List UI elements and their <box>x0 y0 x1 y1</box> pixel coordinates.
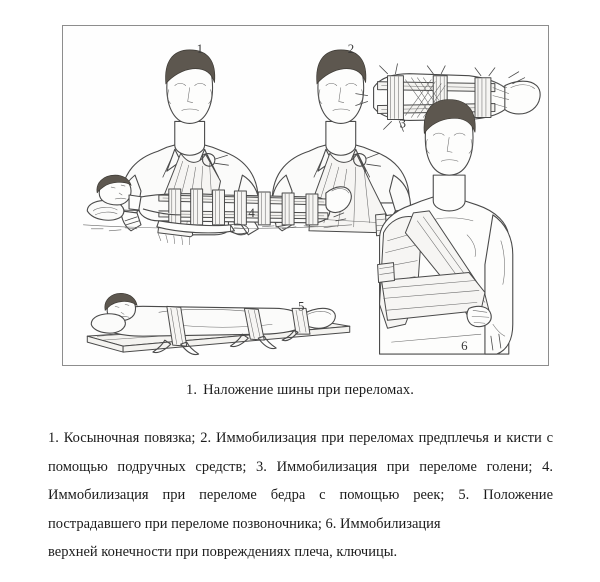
panel-1-number: 1 <box>196 40 204 56</box>
legend-line-1: 1. Косыночная повязка; 2. Иммобилизация при переломах предплечья и <box>48 430 502 446</box>
figure-title-number: 1. <box>186 382 198 398</box>
panel-6-number: 6 <box>461 338 468 354</box>
figure-title-text: Наложение шины при переломах. <box>203 382 414 398</box>
legend-line-3: голени; 4. Иммобилизация при переломе бедра с помощью реек; 5. <box>48 458 553 503</box>
figure-illustration-panel <box>62 25 549 366</box>
panel-2-number: 2 <box>347 40 355 56</box>
panel-3-number: 3 <box>399 115 406 131</box>
legend-line-5: верхней конечности при повреждениях плеча, ключицы. <box>48 544 398 560</box>
figure-title <box>0 382 600 399</box>
panel-4-number: 4 <box>248 204 255 220</box>
legend-line-4: Положение пострадавшего при переломе позвоночника; 6. Иммобилизация <box>48 487 553 532</box>
legend-line-2: кисти с помощью подручных средств; 3. Иммобилизация при переломе <box>48 430 553 475</box>
figure-illustration-svg <box>63 26 548 365</box>
figure-legend <box>48 424 553 567</box>
panel-5-number: 5 <box>298 298 305 314</box>
